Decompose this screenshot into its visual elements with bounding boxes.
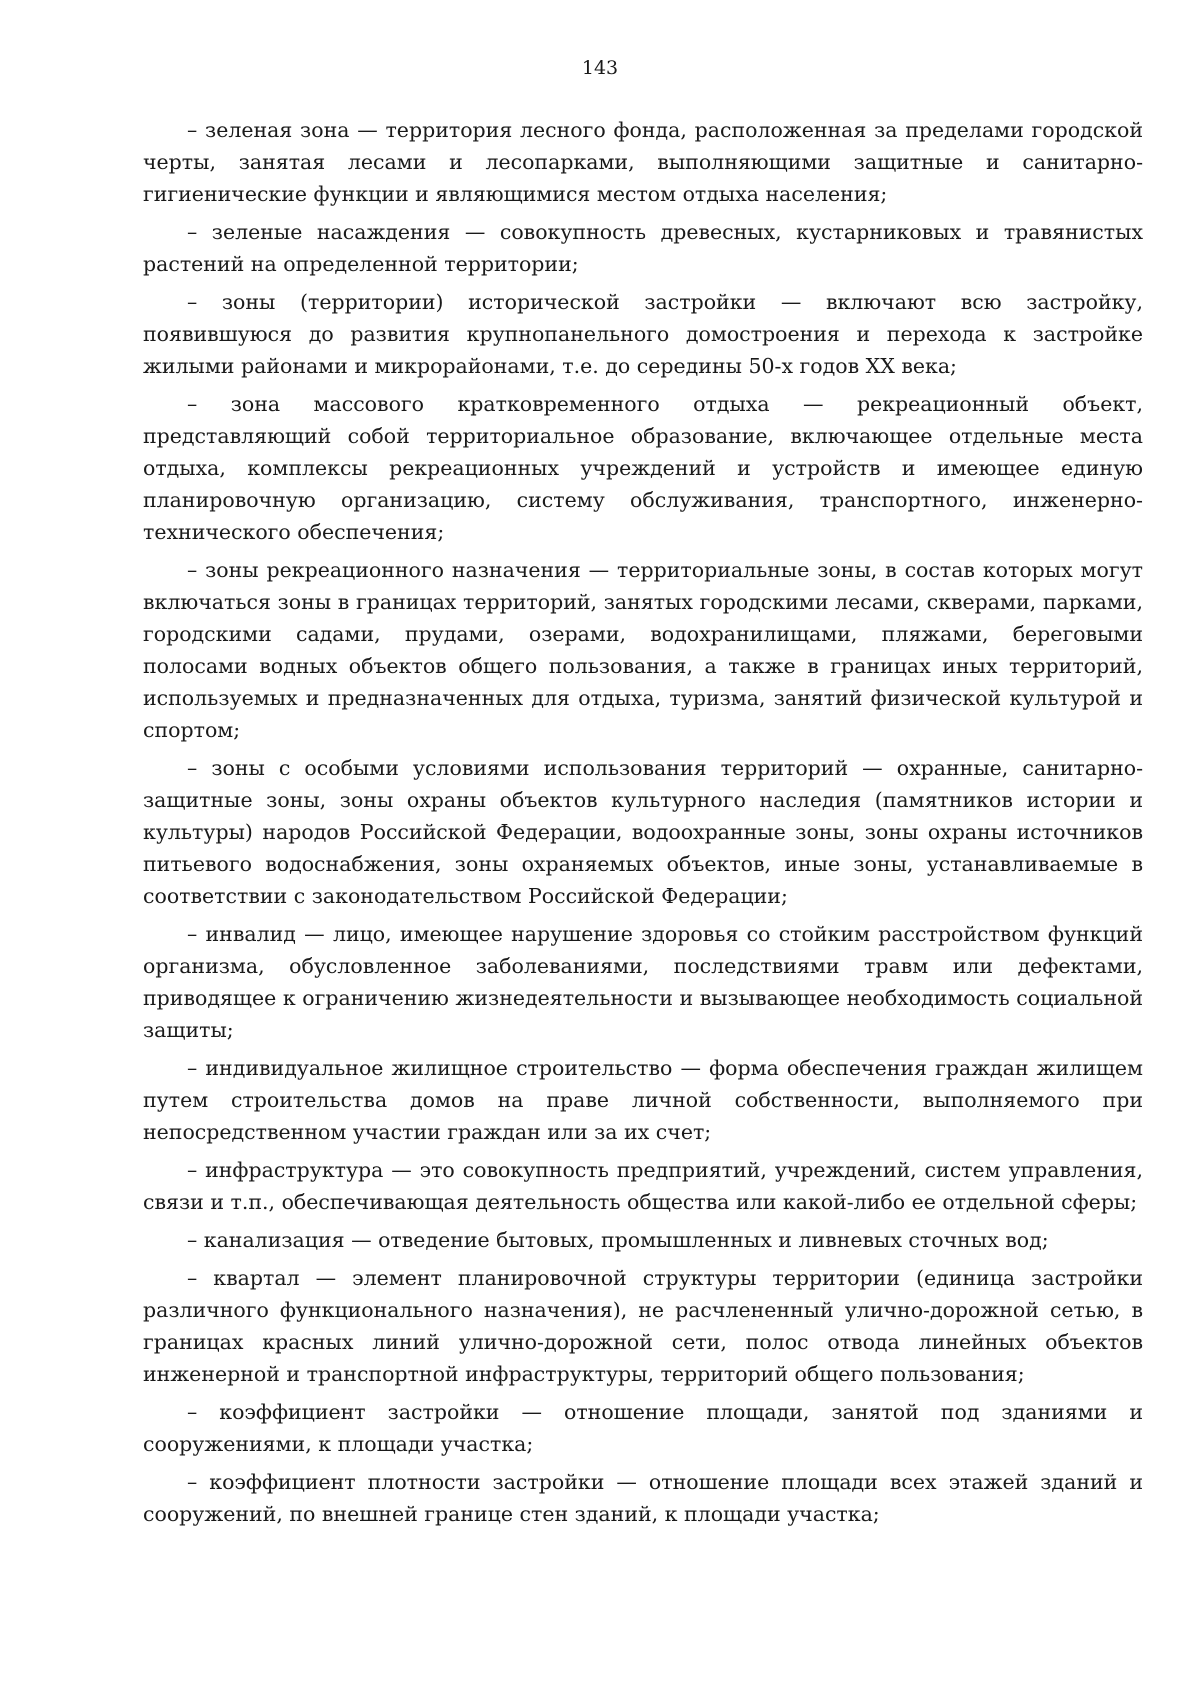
page-number: 143 [581,57,619,79]
definition-entry-density-coefficient: – коэффициент плотности застройки — отношение площади всех этажей зданий и сооружений, по внешней границе стен зданий, к площади участка; [143,1470,1143,1526]
definition-entry-historic-development-zones: – зоны (территории) исторической застройки — включают всю застройку, появившуюся до развития крупнопанельного домостроения и перехода к застройке жилыми районами и микрорайонами, т.е. до середины 50-х годов XX века; [143,290,1143,378]
definition-entry-disabled-person: – инвалид — лицо, имеющее нарушение здоровья со стойким расстройством функций организма, обусловленное заболеваниями, последствиями травм или дефектами, приводящее к ограничению жизнедеятельности и вызывающее необходимость социальной защиты; [143,922,1143,1042]
definition-entry-individual-housing: – индивидуальное жилищное строительство — форма обеспечения граждан жилищем путем строительства домов на праве личной собственности, выполняемого при непосредственном участии граждан или за их счет; [143,1056,1143,1144]
definitions-list [143,114,1143,1536]
definition-entry-infrastructure: – инфраструктура — это совокупность предприятий, учреждений, систем управления, связи и т.п., обеспечивающая деятельность общества или какой-либо ее отдельной сферы; [143,1158,1143,1214]
definition-entry-short-term-recreation-zone: – зона массового кратковременного отдыха — рекреационный объект, представляющий собой территориальное образование, включающее отдельные места отдыха, комплексы рекреационных учреждений и устройств и имеющее единую планировочную организацию, систему обслуживания, транспортного, инженерно-технического обеспечения; [143,392,1143,544]
definition-entry-green-plantings: – зеленые насаждения — совокупность древесных, кустарниковых и травянистых растений на определенной территории; [143,220,1143,276]
definition-entry-green-zone: – зеленая зона — территория лесного фонда, расположенная за пределами городской черты, занятая лесами и лесопарками, выполняющими защитные и санитарно-гигиенические функции и являющимися местом отдыха населения; [143,118,1143,206]
definition-entry-recreational-zones: – зоны рекреационного назначения — территориальные зоны, в состав которых могут включаться зоны в границах территорий, занятых городскими лесами, скверами, парками, городскими садами, прудами, озерами, водохранилищами, пляжами, береговыми полосами водных объектов общего пользования, а также в границах иных территорий, используемых и предназначенных для отдыха, туризма, занятий физической культурой и спортом; [143,558,1143,742]
definition-entry-special-use-zones: – зоны с особыми условиями использования территорий — охранные, санитарно-защитные зоны, зоны охраны объектов культурного наследия (памятников истории и культуры) народов Российской Федерации, водоохранные зоны, зоны охраны источников питьевого водоснабжения, зоны охраняемых объектов, иные зоны, устанавливаемые в соответствии с законодательством Российской Федерации; [143,756,1143,908]
definition-entry-building-coefficient: – коэффициент застройки — отношение площади, занятой под зданиями и сооружениями, к площади участка; [143,1400,1143,1456]
definition-entry-sewerage: – канализация — отведение бытовых, промышленных и ливневых сточных вод; [187,1228,1049,1252]
definition-entry-block: – квартал — элемент планировочной структуры территории (единица застройки различного функционального назначения), не расчлененный улично-дорожной сетью, в границах красных линий улично-дорожной сети, полос отвода линейных объектов инженерной и транспортной инфраструктуры, территорий общего пользования; [143,1266,1143,1386]
